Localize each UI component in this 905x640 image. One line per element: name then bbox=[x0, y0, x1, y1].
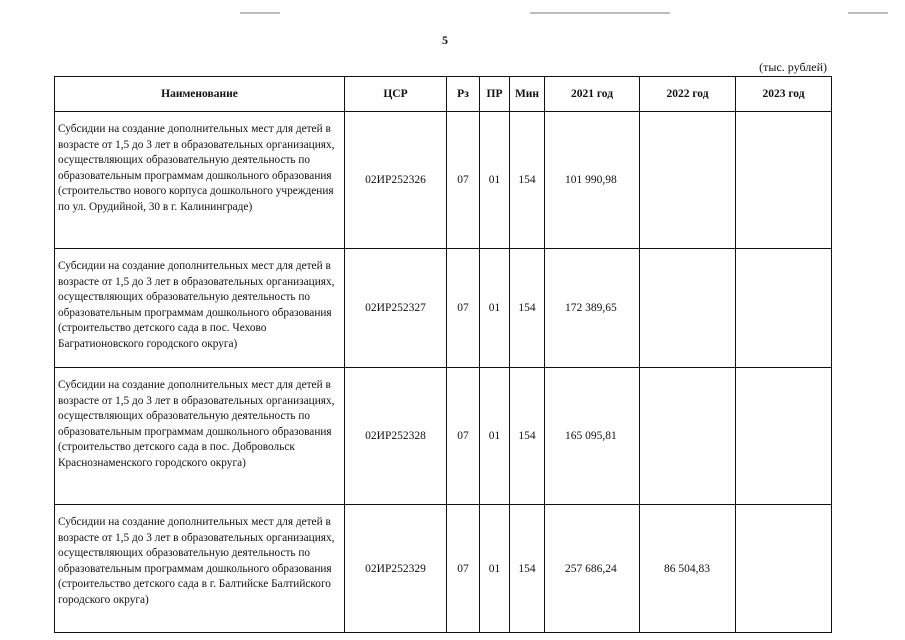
row-pr: 01 bbox=[480, 112, 510, 249]
row-2021: 101 990,98 bbox=[545, 112, 640, 249]
header-rz: Рз bbox=[447, 77, 480, 112]
row-pr: 01 bbox=[480, 505, 510, 633]
row-2021: 257 686,24 bbox=[545, 505, 640, 633]
scan-artifact-line bbox=[530, 12, 670, 14]
header-row bbox=[55, 77, 832, 112]
row-2021: 172 389,65 bbox=[545, 249, 640, 368]
table-row bbox=[55, 368, 832, 505]
scan-artifact-line bbox=[240, 12, 280, 14]
row-rz: 07 bbox=[447, 112, 480, 249]
budget-table bbox=[54, 76, 832, 633]
row-pr: 01 bbox=[480, 368, 510, 505]
row-name: Субсидии на создание дополнительных мест для детей в возрасте от 1,5 до 3 лет в образовательных организациях, осуществляющих образовательную деятельность по образовательным программам дошкольного образования (строительство детского сада в пос. Чехово Багратионовского городского округа) bbox=[55, 249, 345, 368]
page-number: 5 bbox=[442, 33, 448, 47]
row-csr: 02ИР252328 bbox=[345, 368, 447, 505]
row-csr: 02ИР252329 bbox=[345, 505, 447, 633]
header-pr: ПР bbox=[480, 77, 510, 112]
row-2023 bbox=[736, 505, 832, 633]
row-csr: 02ИР252326 bbox=[345, 112, 447, 249]
row-csr: 02ИР252327 bbox=[345, 249, 447, 368]
header-csr: ЦСР bbox=[345, 77, 447, 112]
row-2023 bbox=[736, 368, 832, 505]
header-2022: 2022 год bbox=[640, 77, 736, 112]
row-2021: 165 095,81 bbox=[545, 368, 640, 505]
table-row bbox=[55, 505, 832, 633]
row-2022 bbox=[640, 249, 736, 368]
row-name: Субсидии на создание дополнительных мест для детей в возрасте от 1,5 до 3 лет в образовательных организациях, осуществляющих образовательную деятельность по образовательным программам дошкольного образования (строительство нового корпуса дошкольного учреждения по ул. Орудийной, 30 в г. Калининграде) bbox=[55, 112, 345, 249]
row-min: 154 bbox=[510, 505, 545, 633]
row-2023 bbox=[736, 249, 832, 368]
row-pr: 01 bbox=[480, 249, 510, 368]
table-row bbox=[55, 112, 832, 249]
row-2023 bbox=[736, 112, 832, 249]
row-2022 bbox=[640, 368, 736, 505]
row-rz: 07 bbox=[447, 368, 480, 505]
row-2022 bbox=[640, 112, 736, 249]
row-min: 154 bbox=[510, 112, 545, 249]
scan-artifact-line bbox=[848, 12, 888, 14]
row-2022: 86 504,83 bbox=[640, 505, 736, 633]
row-name: Субсидии на создание дополнительных мест для детей в возрасте от 1,5 до 3 лет в образовательных организациях, осуществляющих образовательную деятельность по образовательным программам дошкольного образования (строительство детского сада в пос. Добровольск Краснознаменского городского округа) bbox=[55, 368, 345, 505]
table-row bbox=[55, 249, 832, 368]
header-name: Наименование bbox=[55, 77, 345, 112]
header-min: Мин bbox=[510, 77, 545, 112]
header-2023: 2023 год bbox=[736, 77, 832, 112]
row-rz: 07 bbox=[447, 249, 480, 368]
header-2021: 2021 год bbox=[545, 77, 640, 112]
units-note: (тыс. рублей) bbox=[759, 60, 827, 74]
row-min: 154 bbox=[510, 368, 545, 505]
row-rz: 07 bbox=[447, 505, 480, 633]
row-min: 154 bbox=[510, 249, 545, 368]
row-name: Субсидии на создание дополнительных мест для детей в возрасте от 1,5 до 3 лет в образовательных организациях, осуществляющих образовательную деятельность по образовательным программам дошкольного образования (строительство детского сада в г. Балтийске Балтийского городского округа) bbox=[55, 505, 345, 633]
